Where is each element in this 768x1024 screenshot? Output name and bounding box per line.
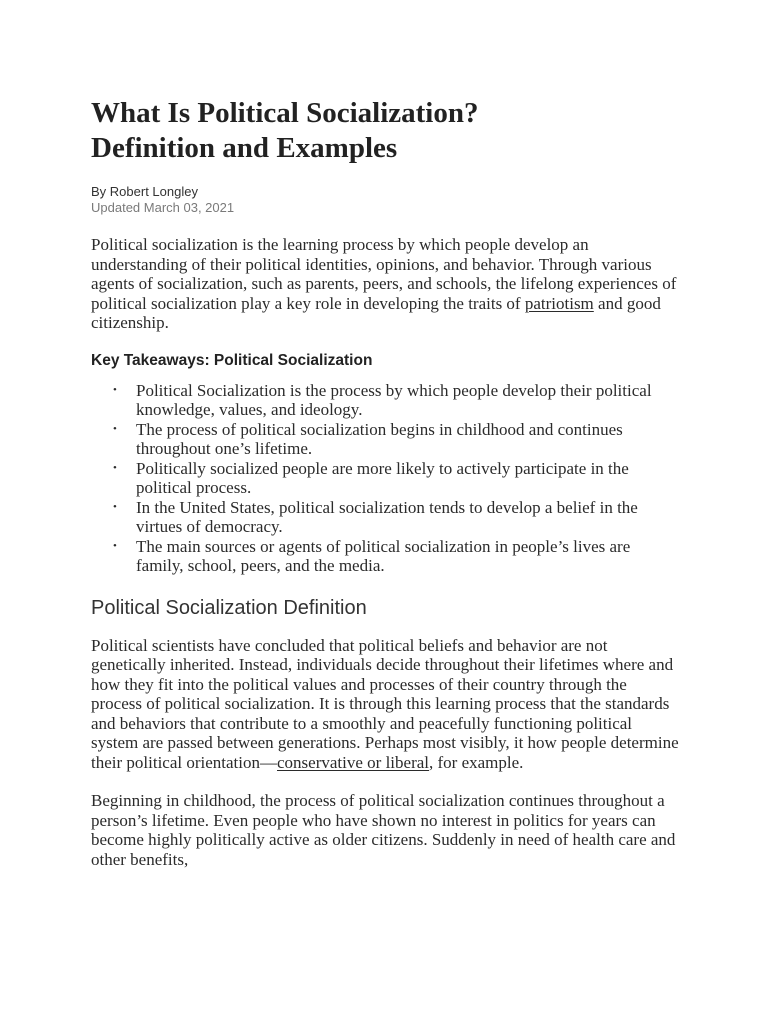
bullet-icon: • [113,500,117,513]
key-takeaways-list [91,381,681,576]
takeaway-item [113,497,681,537]
conservative-or-liberal-link[interactable]: conservative or liberal [277,752,430,772]
bullet-icon: • [113,383,117,396]
article-title-line-1: What Is Political Socialization? [91,97,479,129]
takeaway-text: The main sources or agents of political socialization in people’s lives are family, school, peers, and the media. [136,536,631,575]
definition-paragraph [91,636,681,773]
byline [91,184,681,216]
author-name: By Robert Longley [91,184,198,199]
takeaway-item [113,458,681,498]
intro-paragraph [91,235,681,333]
bullet-icon: • [113,461,117,474]
childhood-paragraph: Beginning in childhood, the process of political socialization continues throughout a person’s lifetime. Even people who have shown no interest in politics for years can become highly politically active as older citizens. Suddenly in need of health care and other benefits, [91,791,676,869]
takeaway-text: In the United States, political socialization tends to develop a belief in the virtues of democracy. [136,497,638,536]
takeaway-text: Politically socialized people are more likely to actively participate in the political process. [136,458,629,497]
bullet-icon: • [113,422,117,435]
patriotism-link[interactable]: patriotism [524,293,594,313]
key-takeaways-box [91,351,681,576]
intro-text-after-link: and good citizenship. [91,293,661,332]
updated-date: Updated March 03, 2021 [91,200,235,215]
article-title [91,96,681,166]
article [91,96,681,869]
definition-text-after-link: , for example. [429,752,524,772]
takeaway-text: Political Socialization is the process by which people develop their political knowledge, values, and ideology. [136,380,652,419]
takeaway-item [113,536,681,576]
takeaway-item [113,419,681,459]
article-title-line-2: Definition and Examples [91,132,398,164]
bullet-icon: • [113,539,117,552]
definition-text-before-link: Political scientists have concluded that political beliefs and behavior are not genetically inherited. Instead, individuals decide throughout their lifetimes where and how they fit into the political values and processes of their country through the process of political socialization. It is through this learning process that the standards and behaviors that contribute to a smoothly and peacefully functioning political system are passed between generations. Perhaps most visibly, it how people determine their political orientation— [91,635,679,772]
intro-text-before-link: Political socialization is the learning process by which people develop an understanding of their political identities, opinions, and behavior. Through various agents of socialization, such as parents, peers, and schools, the lifelong experiences of political socialization play a key role in developing the traits of [91,235,677,313]
takeaway-text: The process of political socialization begins in childhood and continues throughout one’s lifetime. [136,419,623,458]
key-takeaways-title: Key Takeaways: Political Socialization [91,351,373,369]
section-heading: Political Socialization Definition [91,596,367,619]
takeaway-item [113,380,681,420]
